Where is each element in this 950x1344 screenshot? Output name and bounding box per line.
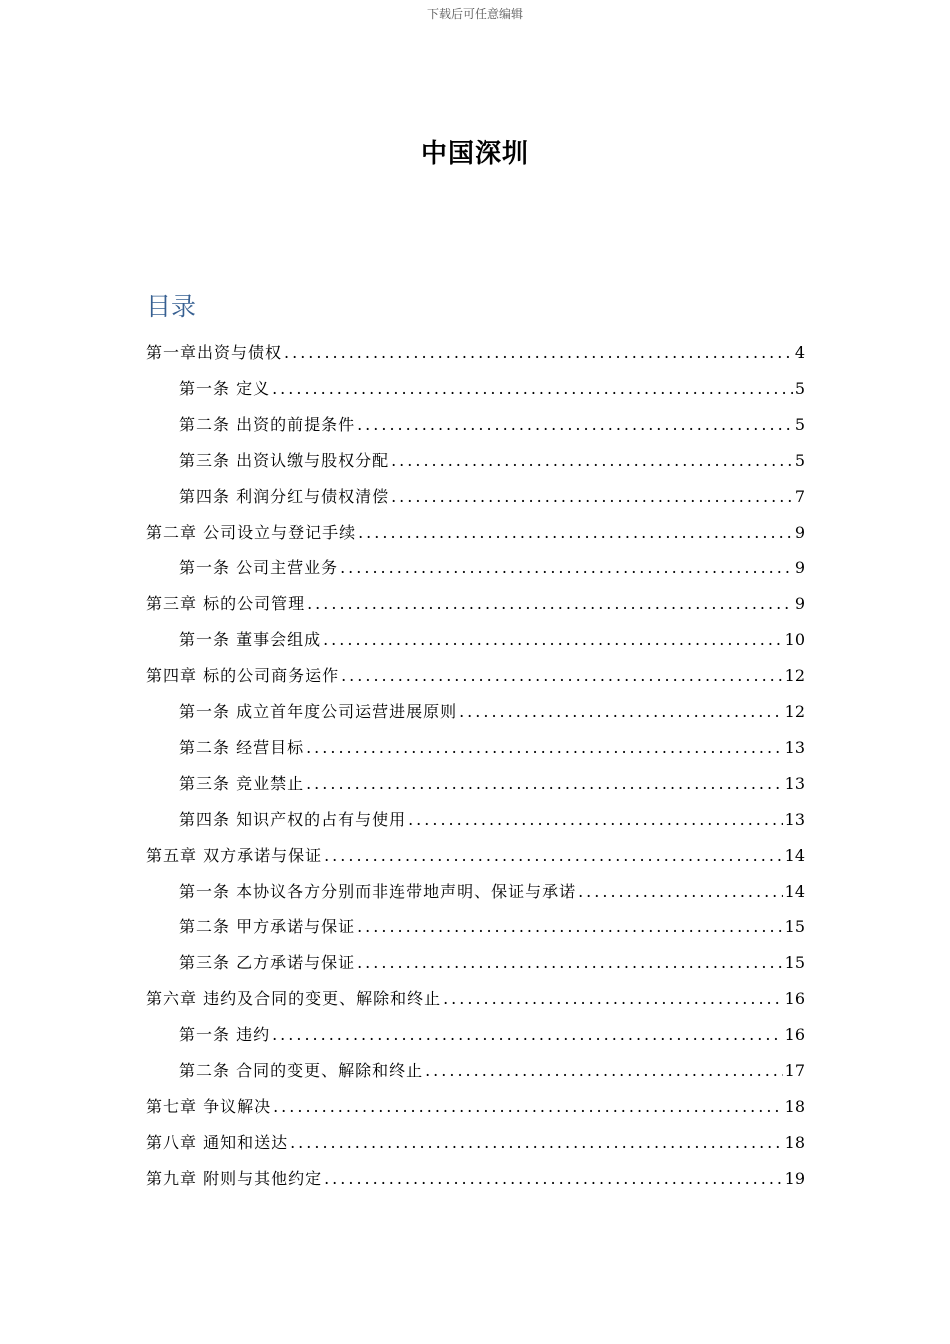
toc-entry-title: 第四条 利润分红与债权清偿	[179, 486, 390, 506]
toc-entry-title: 第二条 经营目标	[179, 737, 305, 757]
toc-entry[interactable]	[146, 1167, 805, 1191]
toc-dot-leader	[324, 1167, 783, 1191]
toc-entry[interactable]	[179, 1023, 805, 1047]
toc-dot-leader	[340, 556, 793, 580]
toc-dot-leader	[324, 844, 783, 868]
toc-dot-leader	[391, 449, 793, 473]
toc-page-number: 5	[794, 450, 805, 470]
toc-entry[interactable]	[179, 951, 805, 975]
toc-entry-title: 第八章 通知和送达	[146, 1132, 289, 1152]
toc-dot-leader	[391, 485, 793, 509]
toc-page-number: 15	[784, 917, 805, 937]
toc-dot-leader	[425, 1059, 783, 1083]
toc-entry-title: 第一条 违约	[179, 1025, 271, 1045]
toc-dot-leader	[358, 521, 793, 545]
toc-entry[interactable]	[179, 628, 805, 652]
toc-page-number: 13	[784, 773, 805, 793]
toc-entry[interactable]	[146, 341, 805, 365]
toc-entry-title: 第一章出资与债权	[146, 343, 283, 362]
toc-entry-title: 第七章 争议解决	[146, 1096, 272, 1116]
toc-entry[interactable]	[146, 1131, 805, 1155]
toc-entry[interactable]	[146, 1095, 805, 1119]
toc-page-number: 18	[784, 1132, 805, 1152]
toc-dot-leader	[273, 1095, 783, 1119]
toc-entry[interactable]	[179, 915, 805, 939]
toc-heading: 目录	[146, 292, 197, 321]
toc-entry[interactable]	[179, 808, 805, 832]
toc-dot-leader	[357, 413, 793, 437]
toc-page-number: 4	[794, 343, 805, 362]
toc-entry-title: 第二条 出资的前提条件	[179, 414, 356, 434]
toc-entry[interactable]	[146, 987, 805, 1011]
toc-page-number: 16	[784, 1025, 805, 1045]
toc-entry[interactable]	[179, 1059, 805, 1083]
toc-page-number: 13	[784, 809, 805, 829]
toc-dot-leader	[341, 664, 783, 688]
toc-page-number: 5	[794, 378, 805, 398]
toc-page-number: 14	[784, 881, 805, 901]
toc-entry-title: 第四条 知识产权的占有与使用	[179, 809, 407, 829]
toc-dot-leader	[578, 880, 783, 904]
toc-page-number: 18	[784, 1096, 805, 1116]
toc-page-number: 9	[794, 594, 805, 614]
toc-dot-leader	[307, 592, 793, 616]
toc-page-number: 12	[784, 702, 805, 721]
toc-entry[interactable]	[179, 880, 805, 904]
toc-entry-title: 第三章 标的公司管理	[146, 594, 306, 614]
toc-entry-title: 第二条 甲方承诺与保证	[179, 917, 356, 937]
toc-page-number: 19	[784, 1168, 805, 1188]
toc-entry-title: 第三条 竞业禁止	[179, 773, 305, 793]
toc-dot-leader	[459, 700, 783, 724]
toc-entry-title: 第二章 公司设立与登记手续	[146, 522, 357, 542]
toc-entry[interactable]	[179, 377, 805, 401]
toc-entry-title: 第三条 乙方承诺与保证	[179, 953, 356, 973]
toc-entry[interactable]	[146, 844, 805, 868]
toc-entry[interactable]	[179, 413, 805, 437]
toc-dot-leader	[290, 1131, 783, 1155]
toc-entry-title: 第四章 标的公司商务运作	[146, 666, 340, 686]
toc-dot-leader	[408, 808, 783, 832]
toc-entry-title: 第一条 成立首年度公司运营进展原则	[179, 702, 458, 721]
toc-page-number: 7	[794, 486, 805, 506]
toc-entry[interactable]	[179, 700, 805, 724]
toc-page-number: 9	[794, 558, 805, 578]
toc-page-number: 14	[784, 845, 805, 865]
toc-entry[interactable]	[146, 592, 805, 616]
toc-page-number: 9	[794, 522, 805, 542]
toc-dot-leader	[306, 772, 783, 796]
toc-entry[interactable]	[179, 772, 805, 796]
toc-dot-leader	[323, 628, 783, 652]
toc-entry-title: 第五章 双方承诺与保证	[146, 845, 323, 865]
toc-entry[interactable]	[146, 664, 805, 688]
document-title: 中国深圳	[420, 139, 529, 169]
toc-entry-title: 第二条 合同的变更、解除和终止	[179, 1061, 424, 1080]
toc-dot-leader	[357, 951, 783, 975]
toc-entry-title: 第一条 公司主营业务	[179, 558, 339, 578]
toc-entry[interactable]	[179, 556, 805, 580]
toc-dot-leader	[306, 736, 783, 760]
toc-page-number: 13	[784, 737, 805, 757]
toc-dot-leader	[357, 915, 783, 939]
toc-dot-leader	[443, 987, 783, 1011]
toc-entry-title: 第九章 附则与其他约定	[146, 1168, 323, 1188]
toc-entry-title: 第六章 违约及合同的变更、解除和终止	[146, 989, 442, 1009]
toc-dot-leader	[272, 1023, 783, 1047]
toc-page-number: 10	[784, 630, 805, 650]
toc-entry[interactable]	[179, 449, 805, 473]
toc-entry-title: 第三条 出资认缴与股权分配	[179, 450, 390, 470]
toc-dot-leader	[284, 341, 793, 365]
toc-page-number: 12	[784, 666, 805, 686]
toc-dot-leader	[272, 377, 793, 401]
toc-entry-title: 第一条 本协议各方分别而非连带地声明、保证与承诺	[179, 881, 577, 901]
toc-page-number: 17	[784, 1061, 805, 1080]
toc-entry[interactable]	[179, 736, 805, 760]
toc-entry[interactable]	[146, 521, 805, 545]
toc-entry[interactable]	[179, 485, 805, 509]
toc-page-number: 5	[794, 414, 805, 434]
header-note: 下载后可任意编辑	[426, 7, 523, 21]
toc-page-number: 15	[784, 953, 805, 973]
toc-entry-title: 第一条 定义	[179, 378, 271, 398]
toc-page-number: 16	[784, 989, 805, 1009]
toc-entry-title: 第一条 董事会组成	[179, 630, 322, 650]
